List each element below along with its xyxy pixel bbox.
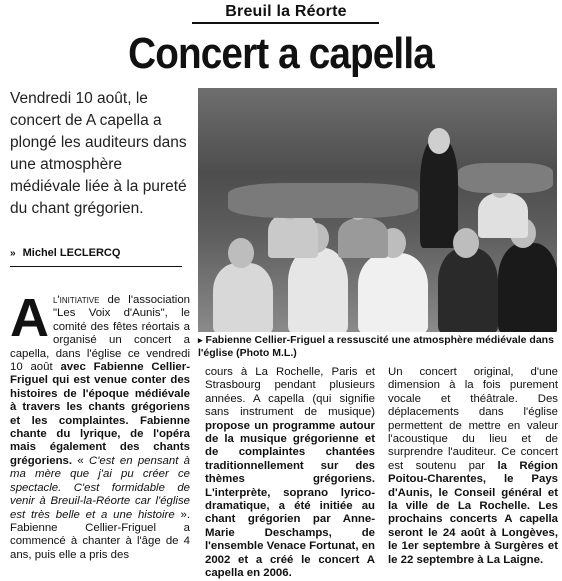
col3-text: Un concert original, d'une dimension à la fois purement vocale et théâtrale. Des déplacements dans l'église permettent de mettre en valeur l'acoustique du lieu et de surprendre l'auditeur. Ce concert est soutenu par [388,366,558,472]
col1-quote-open: « [72,454,89,467]
article-headline: Concert a capella [128,29,434,78]
author-name: Michel LECLERCQ [22,247,121,259]
col3-bold-text: la Région Poitou-Charentes, le Pays d'Aunis, le Conseil général et la ville de La Rochelle. Les prochains concerts A capella seront le 24 août à Longèves, le 1er septembre à Surgères et le 22 septembre à La Laigne. [388,459,559,566]
concert-photo [198,88,557,332]
col1-text-end: ». Fabienne Cellier-Friguel a commencé à chanter à l'âge de 4 ans, puis elle a pris des [10,508,190,561]
caption-text: Fabienne Cellier-Friguel a ressuscité une atmosphère médiévale dans l'église (Photo M.L.) [198,334,554,359]
col2-bold-text: propose un programme autour de la musique grégorienne et de complaintes chantées traditionnellement sur des thèmes grégoriens. L'interprète, soprano lyrico-dramatique, a été initiée au chant grégorien par Anne-Marie Deschamps, de l'ensemble [205,419,375,553]
kicker-underline [192,22,379,24]
col1-lead: l'initiative [53,294,100,306]
col1-quote: C'est en pensant à ma mère que j'ai pu créer ce spectacle. C'est formidable de venir à Breuil-la-Réorte car l'église est très belle et a une histoire [10,454,190,521]
article-column-1 [10,288,190,562]
drop-cap: A [10,288,49,348]
col1-bold-text: avec Fabienne Cellier-Friguel qui est venue conter des histoires de l'époque médiévale à travers les chants grégoriens et les complaintes. Fabienne chante du lyrique, de l'opéra mais également des chants grégoriens. [10,361,190,467]
col2-text-end: Venace Fortunat, en 2002 et a créé le concert A capella en 2006. [205,540,375,580]
caption-arrow-icon: ▸ [198,335,203,345]
section-kicker: Breuil la Réorte [225,3,347,20]
article-column-3 [388,366,558,567]
article-column-2 [205,366,375,581]
photo-caption [198,334,557,360]
double-arrow-icon: » [10,248,16,259]
col2-text: cours à La Rochelle, Paris et Strasbourg pendant plusieurs années. A capella (qui signifie sans instrument de musique) [205,366,375,419]
article-lede: Vendredi 10 août, le concert de A capella a plongé les auditeurs dans une atmosphère médiévale liée à la pureté du chant grégorien. [10,90,187,217]
byline-divider [10,266,182,267]
byline [10,247,182,265]
col1-text: de l'association "Les Voix d'Aunis", le comité des fêtes réortais a organisé un concert a capella, dans l'église ce vendredi 10 août [10,294,190,374]
